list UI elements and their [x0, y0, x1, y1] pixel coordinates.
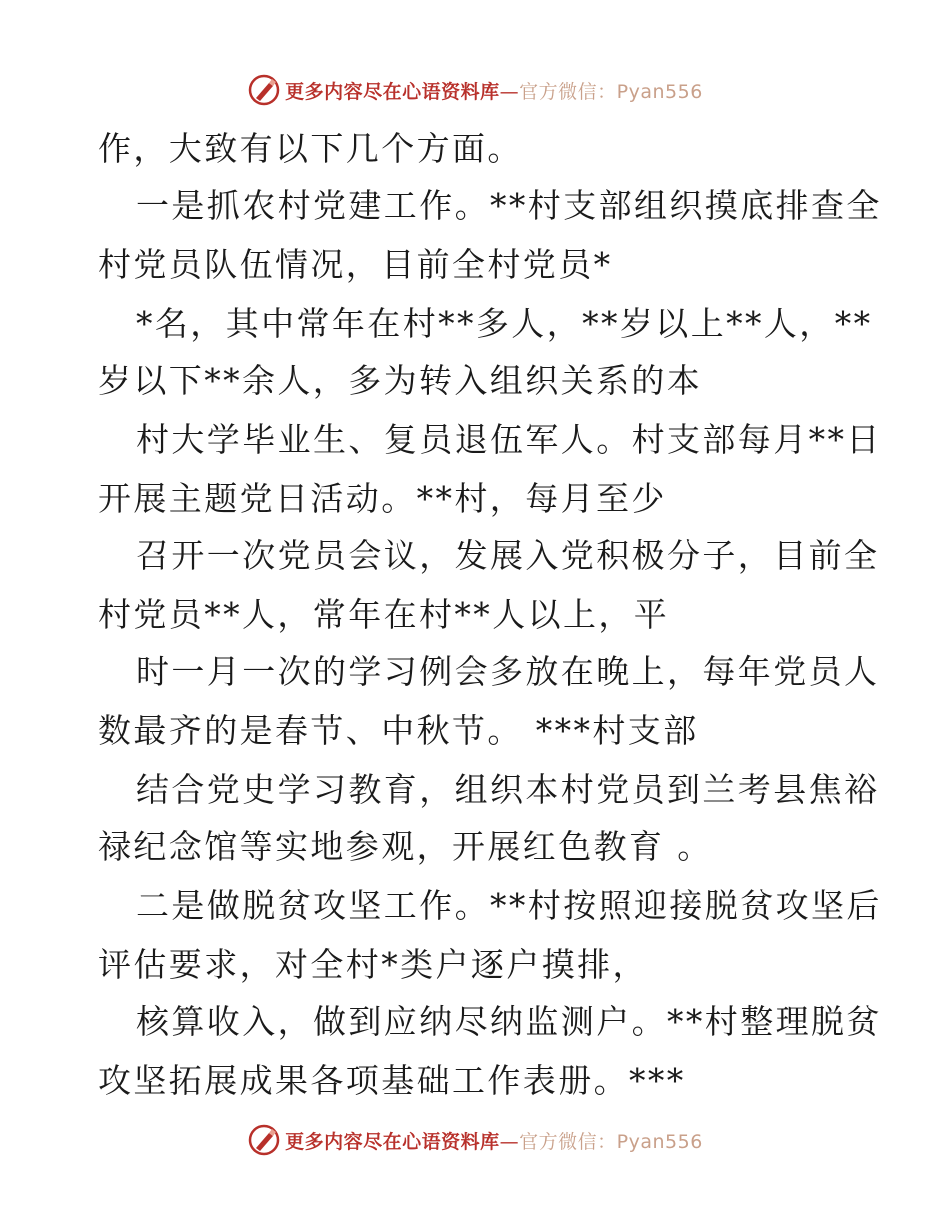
header-dash: —: [499, 80, 520, 103]
footer-banner-text: [285, 1127, 703, 1154]
paragraph-line: 禄纪念馆等实地参观，开展红色教育 。: [98, 827, 713, 866]
header-banner-text: [285, 77, 703, 104]
header-wechat: 官方微信：Pyan556: [519, 80, 703, 103]
paragraph-line: 时一月一次的学习例会多放在晚上，每年党员人: [136, 652, 880, 691]
paragraph-line: 岁以下**余人，多为转入组织关系的本: [98, 361, 703, 400]
footer-wechat: 官方微信：Pyan556: [519, 1130, 703, 1153]
footer-brand: 更多内容尽在心语资料库: [285, 1130, 500, 1153]
paragraph-line: 数最齐的是春节、中秋节。 ***村支部: [98, 711, 699, 750]
paragraph-line: 一是抓农村党建工作。**村支部组织摸底排查全: [136, 186, 882, 225]
paragraph-line: 核算收入，做到应纳尽纳监测户。**村整理脱贫: [136, 1002, 882, 1041]
pen-logo-icon: [247, 73, 281, 107]
paragraph-line: 召开一次党员会议，发展入党积极分子，目前全: [136, 536, 880, 575]
header-watermark: [0, 70, 950, 110]
paragraph-line: 评估要求，对全村*类户逐户摸排，: [98, 945, 648, 984]
paragraph-line: 作，大致有以下几个方面。: [98, 129, 523, 168]
paragraph-line: 二是做脱贫攻坚工作。**村按照迎接脱贫攻坚后: [136, 886, 882, 925]
paragraph-line: *名，其中常年在村**多人，**岁以上**人，**: [136, 304, 873, 343]
paragraph-line: 村大学毕业生、复员退伍军人。村支部每月**日: [136, 420, 882, 459]
header-brand: 更多内容尽在心语资料库: [285, 80, 500, 103]
paragraph-line: 攻坚拓展成果各项基础工作表册。***: [98, 1061, 686, 1100]
paragraph-line: 结合党史学习教育，组织本村党员到兰考县焦裕: [136, 770, 880, 809]
paragraph-line: 开展主题党日活动。**村，每月至少: [98, 479, 667, 518]
footer-dash: —: [499, 1130, 520, 1153]
paragraph-line: 村党员**人，常年在村**人以上，平: [98, 595, 670, 634]
paragraph-line: 村党员队伍情况，目前全村党员*: [98, 245, 613, 284]
pen-logo-icon: [247, 1123, 281, 1157]
footer-watermark: [0, 1120, 950, 1160]
